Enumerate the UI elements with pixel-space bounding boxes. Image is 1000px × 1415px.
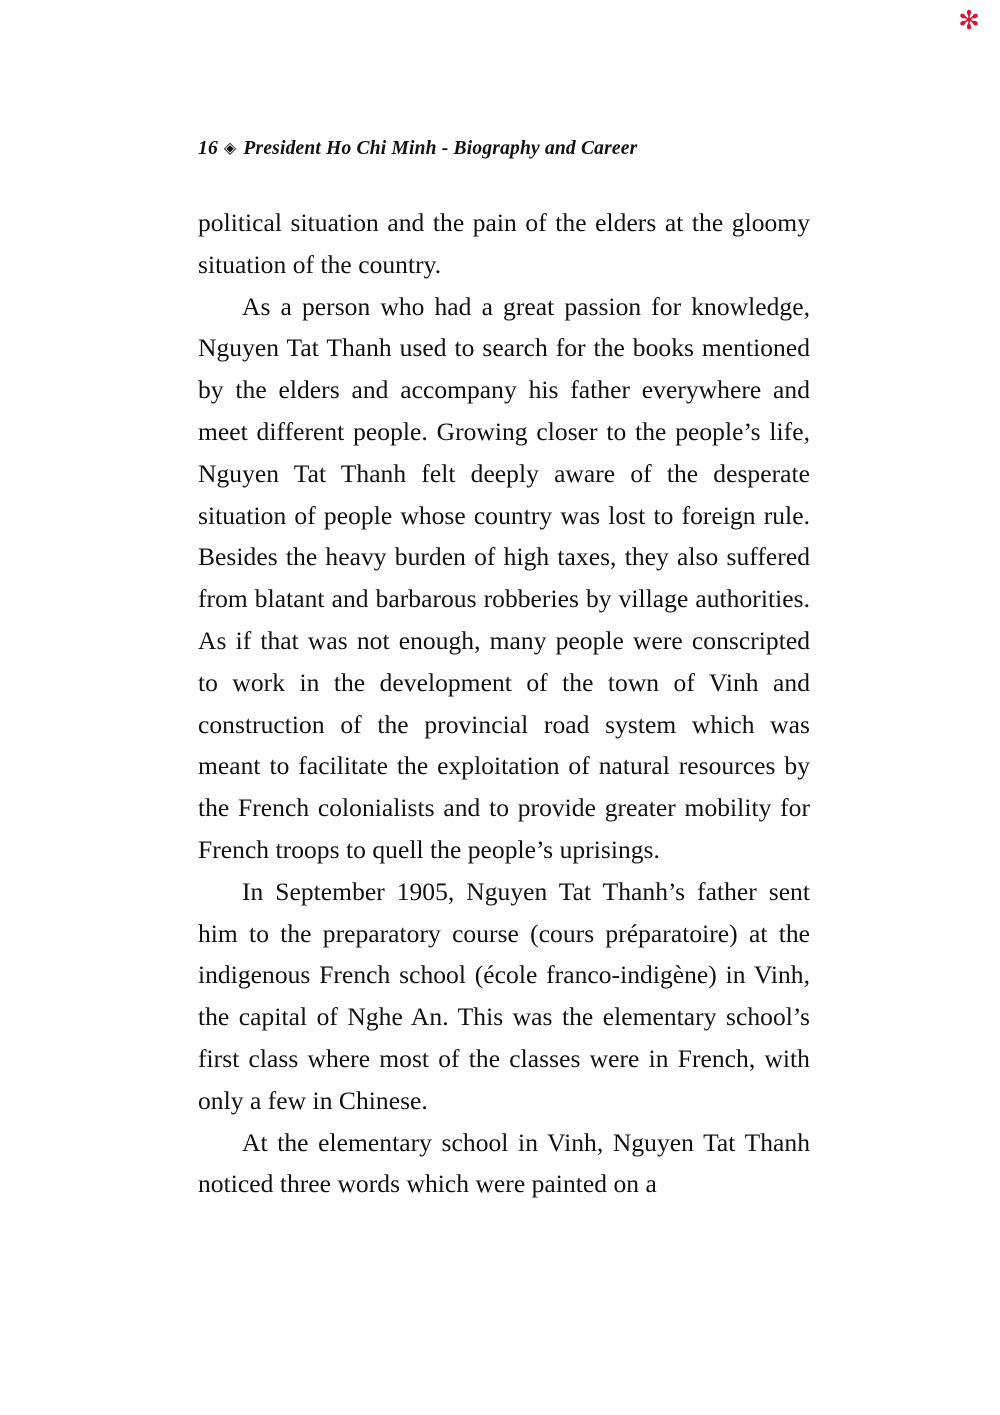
paragraph-continued: political situation and the pain of the elders at the gloomy situation of the country. bbox=[198, 208, 810, 279]
page-number: 16 bbox=[198, 138, 218, 159]
paragraph-three-words: At the elementary school in Vinh, Nguyen Tat Thanh noticed three words which were painted on a bbox=[198, 1127, 810, 1199]
diamond-icon: ◈ bbox=[223, 140, 237, 157]
paragraph-passion-for-knowledge: As a person who had a great passion for knowledge, Nguyen Tat Thanh used to search for the books mentioned by the elders and accompany his father everywhere and meet different people. Growing closer to the people’s life, Nguyen Tat Thanh felt deeply aware of the desperate situation of people whose country was lost to foreign rule. Besides the heavy burden of high taxes, they also suffered from blatant and barbarous robberies by village authorities. As if that was not enough, many people were conscripted to work in the development of the town of Vinh and construction of the provincial road system which was meant to facilitate the exploitation of natural resources by the French colonialists and to provide greater mobility for French troops to quell the people’s uprisings. bbox=[198, 291, 810, 864]
running-head bbox=[198, 138, 818, 160]
flower-ornament-icon: ✻ bbox=[958, 6, 980, 35]
body-text-column bbox=[198, 202, 810, 1205]
paragraph-september-1905: In September 1905, Nguyen Tat Thanh’s father sent him to the preparatory course (cours préparatoire) at the indigenous French school (école franco-indigène) in Vinh, the capital of Nghe An. This was the elementary school’s first class where most of the classes were in French, with only a few in Chinese. bbox=[198, 876, 810, 1115]
running-head-title: President Ho Chi Minh - Biography and Career bbox=[243, 138, 638, 159]
